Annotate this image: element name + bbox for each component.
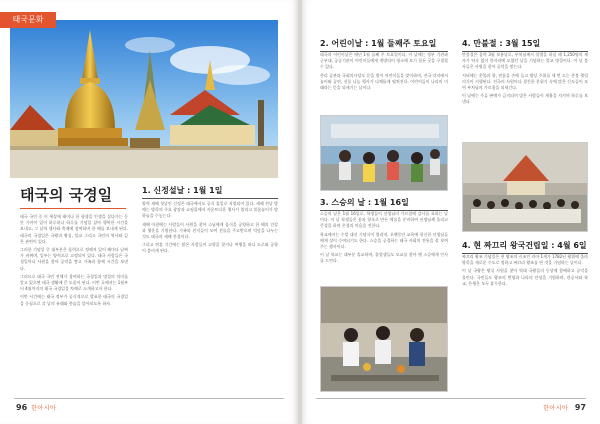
childrens-day-photo <box>320 115 448 191</box>
section-paragraph: 새해 아침에는 사람들이 사원을 찾아 스님에게 음식을 공양하고 한 해의 건강과 행운을 기원한다. 가족과 친지들이 모여 선물을 주고받으며 덕담을 나누는 것도 태국의 새해 풍경이다. <box>142 221 278 240</box>
section-paragraph: 만불절은 음력 3월 보름날로, 부처님께서 설법을 하실 때 1,250명의 제자가 약속 없이 한자리에 모였던 날을 기념하는 불교 명절이다. 이 날 불자들은 사원을 찾아 공덕을 쌓는다. <box>462 52 588 70</box>
section-heading-childrens-day: 2. 어린이날 : 1월 둘째주 토요일 <box>320 38 448 52</box>
section-paragraph: 양력 새해 첫날인 신정은 태국에서도 공식 휴일로 지정되어 있다. 새해 전날 밤에는 방콕의 주요 광장과 쇼핑몰에서 카운트다운 행사가 열리고 불꽃놀이가 밤하늘을 수놓는다. <box>142 201 278 219</box>
temple-photo <box>10 20 278 178</box>
footer-rule <box>316 398 586 399</box>
teachers-ceremony-image <box>321 287 448 392</box>
section-paragraph: 이 날에는 주류 판매가 금지되며 많은 사람들이 계율을 지키며 하루를 보낸다. <box>462 93 588 105</box>
left-page <box>0 0 298 424</box>
section-paragraph: 이 날 국왕은 왕실 사원을 찾아 역대 국왕들의 동상에 참배하고 공덕을 올린다. 국민들도 왕조의 번영과 나라의 안녕을 기원하며, 관공서와 학교, 은행은 모두 휴무한다. <box>462 268 588 286</box>
intro-paragraph: 태국 국민 중 이 세상에 태어나 한 평생을 인생을 살다가는 동안 가까이 있어 하루하나 하루를 기념일 삼아 행복한 시간을 보내고, 그 날의 행사와 축제에 참여하며 한 해를 보내게 된다. 태국의 국경일은 국왕과 왕실, 불교 그리고 국민의 역사와 깊은 관련이 있다. <box>20 214 128 244</box>
section-paragraph: 스승의 날은 1월 16일로, 학생들이 선생님의 가르침에 감사를 표하는 날이다. 이 날 학생들은 꽃과 향초로 만든 예물을 준비하여 선생님께 올리고 큰절을 하며 존경의 마음을 전한다. <box>320 211 448 229</box>
magazine-name: 한아시아 <box>543 405 569 412</box>
intro-paragraph: 그러한 기념일 중 대부분은 음력으로 정해져 있어 해마다 날짜가 바뀌며, 일부는 양력으로 고정되어 있다. 태국 사람들은 국경일마다 사원을 찾아 공덕을 쌓고 가족과 함께 시간을 보낸다. <box>20 247 128 271</box>
title-divider <box>20 208 126 209</box>
footer-rule <box>14 398 284 399</box>
section-paragraph: 짜끄리 왕조 기념일은 현 왕조의 시조인 라마 1세가 1782년 왕위에 올라 방콕을 새로운 수도로 정하고 짜끄리 왕조를 연 것을 기념하는 날이다. <box>462 254 588 266</box>
section-paragraph: 저녁에는 촛불과 향, 연꽃을 손에 들고 법당 주위를 세 번 도는 촛불 행렬 의식이 거행된다. 전국의 사원마다 경건한 분위기 속에 많은 신도들이 모여 부처님의 가르침을 되새긴다. <box>462 72 588 91</box>
makha-bucha-column <box>462 52 588 138</box>
temple-gathering-image <box>463 143 588 232</box>
page-number: 96 <box>16 403 28 412</box>
chakri-day-column <box>462 254 588 392</box>
intro-column <box>20 214 128 394</box>
intro-paragraph: 이번 시간에는 태국 정부가 공식적으로 발표한 태국의 국경일을 중심으로 각 날의 유래와 풍습을 알아보도록 하자. <box>20 294 128 306</box>
new-year-column <box>142 201 278 391</box>
section-paragraph: 총리 공관과 국회의사당도 문을 열어 어린이들을 맞이하며, 전국 각지에서 놀이와 공연, 선물 나눔 행사가 다채롭게 펼쳐진다. 어린이들이 나라의 미래라는 뜻을 되새기는 날이다. <box>320 72 448 91</box>
section-paragraph: 이 날 학교는 대부분 휴교하며, 졸업생들도 모교를 찾아 옛 스승에게 인사를 드린다. <box>320 252 448 264</box>
page-title: 태국의 국경일 <box>20 186 113 204</box>
left-folio <box>16 403 56 412</box>
section-heading-makha-bucha: 4. 만불절 : 3월 15일 <box>462 38 588 52</box>
right-folio <box>543 403 586 412</box>
grand-palace-image <box>10 20 278 178</box>
section-heading-teachers-day: 3. 스승의 날 : 1월 16일 <box>320 197 448 211</box>
page-number: 97 <box>574 403 586 412</box>
teachers-day-column <box>320 211 448 281</box>
magazine-name: 한아시아 <box>31 405 57 412</box>
makha-bucha-photo <box>462 142 588 232</box>
section-paragraph: 태국의 어린이날은 매년 1월 둘째 주 토요일이다. 이 날에는 정부 기관과 군부대, 공공기관이 어린이들에게 개방되어 평소에 보기 힘든 곳을 구경할 수 있다. <box>320 52 448 70</box>
section-paragraph: 학교에서는 수업 대신 기념식이 열리며, 오랫동안 교육에 헌신한 선생님들에게 상이 수여되기도 한다. 스승을 공경하는 태국 사회의 전통을 잘 보여주는 행사이다. <box>320 231 448 250</box>
section-heading-chakri-day: 4. 현 짜끄리 왕국건립일 : 4월 6일 <box>462 240 588 254</box>
intro-paragraph: 그러므로 태국 국민 전체가 참여하는 국경일과 명절의 의미를 알고 있으면 태국 생활에 큰 도움이 된다. 이번 호에서는 1월부터 4월까지의 태국 국경일을 차례로 소개하고자 한다. <box>20 273 128 292</box>
section-paragraph: 그리고 연휴 기간에는 많은 사람들이 고향을 찾거나 여행을 떠나 도로와 공항이 붐비게 된다. <box>142 242 278 254</box>
childrens-day-column <box>320 52 448 112</box>
section-tab: 태국문화 <box>0 12 56 28</box>
section-heading-new-year: 1. 신정설날 : 1월 1일 <box>142 185 278 199</box>
teachers-day-photo <box>320 286 448 392</box>
right-page <box>302 0 600 424</box>
children-event-image <box>321 116 448 191</box>
